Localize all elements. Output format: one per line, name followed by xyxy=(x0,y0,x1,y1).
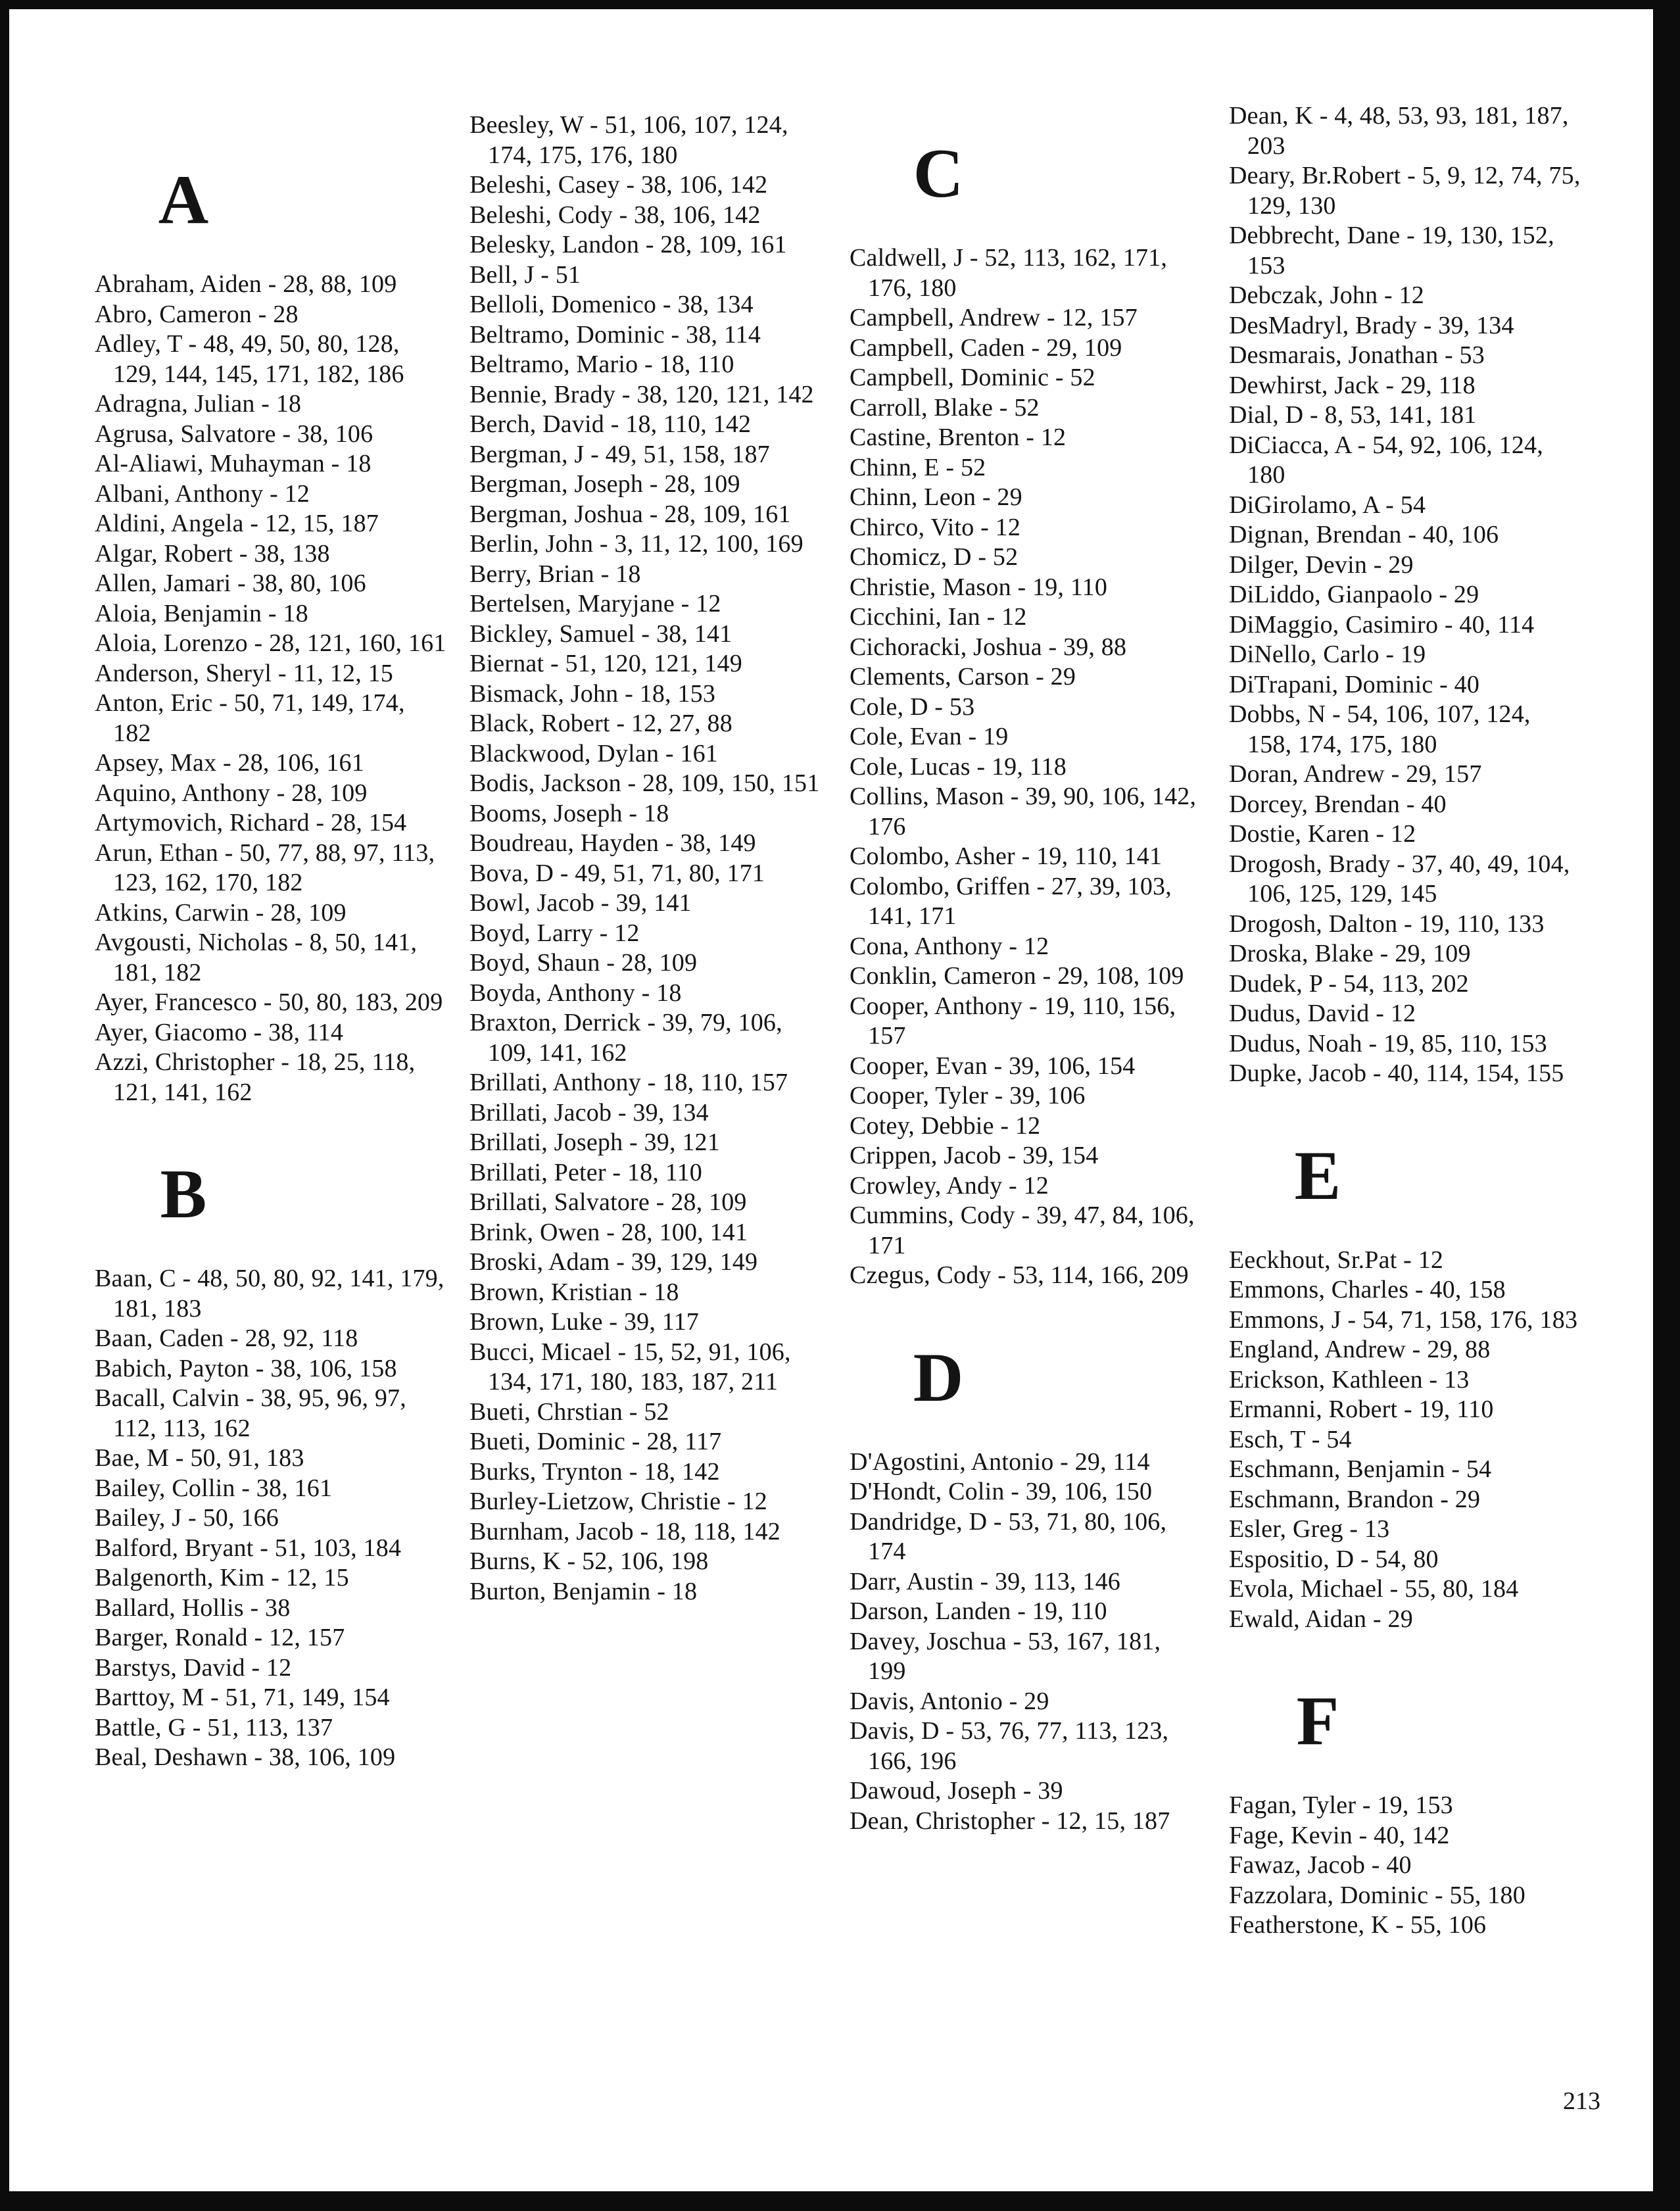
index-entry: Adley, T - 48, 49, 50, 80, 128, 129, 144, 145, 171, 182, 186 xyxy=(95,330,404,388)
index-entry: Chinn, E - 52 xyxy=(850,453,986,481)
index-entry: Bertelsen, Maryjane - 12 xyxy=(469,590,721,618)
section-letter-e: E xyxy=(1294,1136,1341,1214)
index-entry: Albani, Anthony - 12 xyxy=(95,479,310,508)
index-entry: Bell, J - 51 xyxy=(469,260,581,289)
index-entry: Burns, K - 52, 106, 198 xyxy=(469,1547,709,1575)
index-entry: Balgenorth, Kim - 12, 15 xyxy=(95,1564,349,1591)
index-entry: D'Agostini, Antonio - 29, 114 xyxy=(850,1447,1150,1476)
index-entry: Adragna, Julian - 18 xyxy=(95,390,302,418)
index-entry: Beleshi, Cody - 38, 106, 142 xyxy=(469,201,761,229)
index-entry: Dupke, Jacob - 40, 114, 154, 155 xyxy=(1229,1059,1564,1087)
entries-d xyxy=(850,1447,1201,1837)
index-entry: Dobbs, N - 54, 106, 107, 124, 158, 174, 175, 180 xyxy=(1229,700,1531,758)
index-entry: Debbrecht, Dane - 19, 130, 152, 153 xyxy=(1229,222,1554,279)
index-entry: Boyda, Anthony - 18 xyxy=(469,979,682,1007)
entries-c xyxy=(850,243,1201,1291)
index-entry: Belesky, Landon - 28, 109, 161 xyxy=(469,231,787,258)
index-entry: Braxton, Derrick - 39, 79, 106, 109, 141, 162 xyxy=(469,1009,782,1067)
index-entry: Atkins, Carwin - 28, 109 xyxy=(95,898,347,927)
index-entry: Bennie, Brady - 38, 120, 121, 142 xyxy=(469,380,814,408)
index-entry: Berlin, John - 3, 11, 12, 100, 169 xyxy=(469,530,804,558)
index-entry: Anton, Eric - 50, 71, 149, 174, 182 xyxy=(95,689,405,747)
index-entry: Clements, Carson - 29 xyxy=(850,663,1076,691)
index-entry: Davis, D - 53, 76, 77, 113, 123, 166, 196 xyxy=(850,1717,1169,1775)
index-entry: Algar, Robert - 38, 138 xyxy=(95,539,330,568)
index-entry: Babich, Payton - 38, 106, 158 xyxy=(95,1354,397,1382)
index-entry: Burton, Benjamin - 18 xyxy=(469,1577,698,1605)
page-number: 213 xyxy=(1563,2087,1600,2115)
index-entry: Bueti, Chrstian - 52 xyxy=(469,1397,669,1426)
index-entry: Aldini, Angela - 12, 15, 187 xyxy=(95,510,379,537)
index-entry: Brink, Owen - 28, 100, 141 xyxy=(469,1218,748,1246)
index-entry: Cichoracki, Joshua - 39, 88 xyxy=(850,633,1127,661)
index-entry: Eschmann, Brandon - 29 xyxy=(1229,1485,1481,1513)
index-entry: Dawoud, Joseph - 39 xyxy=(850,1777,1063,1805)
section-letter-f: F xyxy=(1296,1682,1339,1759)
index-entry: Dudus, David - 12 xyxy=(1229,1000,1416,1027)
index-entry: Debczak, John - 12 xyxy=(1229,281,1424,309)
index-entry: Droska, Blake - 29, 109 xyxy=(1229,940,1471,967)
index-entry: Barttoy, M - 51, 71, 149, 154 xyxy=(95,1684,390,1711)
index-entry: Cole, Evan - 19 xyxy=(850,723,1009,750)
index-entry: Berch, David - 18, 110, 142 xyxy=(469,410,752,438)
index-entry: Bergman, J - 49, 51, 158, 187 xyxy=(469,440,770,468)
index-entry: Burks, Trynton - 18, 142 xyxy=(469,1457,720,1486)
index-entry: DiGirolamo, A - 54 xyxy=(1229,491,1426,519)
index-entry: Bowl, Jacob - 39, 141 xyxy=(469,889,692,917)
index-entry: Cole, Lucas - 19, 118 xyxy=(850,752,1067,781)
section-letter-b: B xyxy=(160,1155,207,1232)
index-entry: Beleshi, Casey - 38, 106, 142 xyxy=(469,171,768,199)
index-entry: Beltramo, Mario - 18, 110 xyxy=(469,351,734,378)
index-entry: Crippen, Jacob - 39, 154 xyxy=(850,1142,1099,1169)
index-entry: Ermanni, Robert - 19, 110 xyxy=(1229,1396,1494,1423)
section-letter-a: A xyxy=(158,161,209,238)
index-entry: Dean, Christopher - 12, 15, 187 xyxy=(850,1807,1170,1835)
index-entry: Beesley, W - 51, 106, 107, 124, 174, 175, 176, 180 xyxy=(469,111,788,169)
index-entry: Aloia, Lorenzo - 28, 121, 160, 161 xyxy=(95,629,446,657)
index-entry: Drogosh, Brady - 37, 40, 49, 104, 106, 125, 129, 145 xyxy=(1229,850,1570,908)
index-entry: Ballard, Hollis - 38 xyxy=(95,1593,291,1622)
index-column-1 xyxy=(95,101,446,1773)
index-entry: Boudreau, Hayden - 38, 149 xyxy=(469,829,756,857)
index-entry: Baan, Caden - 28, 92, 118 xyxy=(95,1324,358,1352)
index-entry: Boyd, Shaun - 28, 109 xyxy=(469,949,698,977)
index-entry: Bergman, Joseph - 28, 109 xyxy=(469,470,740,498)
index-column-4 xyxy=(1229,101,1581,1941)
index-entry: Aquino, Anthony - 28, 109 xyxy=(95,779,368,807)
index-entry: DiNello, Carlo - 19 xyxy=(1229,641,1426,668)
index-entry: Al-Aliawi, Muhayman - 18 xyxy=(95,450,372,477)
index-entry: Cona, Anthony - 12 xyxy=(850,932,1049,960)
index-entry: Beal, Deshawn - 38, 106, 109 xyxy=(95,1743,396,1771)
index-entry: Black, Robert - 12, 27, 88 xyxy=(469,710,732,737)
entries-a xyxy=(95,270,446,1107)
index-entry: Doran, Andrew - 29, 157 xyxy=(1229,760,1482,788)
index-entry: Dignan, Brendan - 40, 106 xyxy=(1229,521,1499,548)
index-entry: Campbell, Caden - 29, 109 xyxy=(850,333,1122,362)
index-entry: Dudus, Noah - 19, 85, 110, 153 xyxy=(1229,1029,1547,1057)
index-entry: Bae, M - 50, 91, 183 xyxy=(95,1444,304,1472)
index-entry: Dorcey, Brendan - 40 xyxy=(1229,790,1447,818)
index-entry: Cotey, Debbie - 12 xyxy=(850,1111,1041,1140)
index-entry: Bergman, Joshua - 28, 109, 161 xyxy=(469,500,791,528)
index-entry: Chirco, Vito - 12 xyxy=(850,513,1021,541)
index-entry: Cicchini, Ian - 12 xyxy=(850,603,1027,631)
index-entry: Anderson, Sheryl - 11, 12, 15 xyxy=(95,659,394,687)
index-entry: Ayer, Francesco - 50, 80, 183, 209 xyxy=(95,988,443,1016)
index-entry: Beltramo, Dominic - 38, 114 xyxy=(469,320,761,349)
index-entry: Cummins, Cody - 39, 47, 84, 106, 171 xyxy=(850,1202,1195,1259)
section-letter-c: C xyxy=(913,135,964,212)
index-entry: Conklin, Cameron - 29, 108, 109 xyxy=(850,962,1184,990)
index-entry: Davey, Joschua - 53, 167, 181, 199 xyxy=(850,1627,1161,1685)
index-entry: Erickson, Kathleen - 13 xyxy=(1229,1365,1470,1394)
index-entry: Chinn, Leon - 29 xyxy=(850,483,1022,511)
index-entry: Campbell, Andrew - 12, 157 xyxy=(850,304,1138,331)
index-entry: Fawaz, Jacob - 40 xyxy=(1229,1851,1412,1879)
section-letter-d: D xyxy=(913,1338,964,1416)
index-entry: Dean, K - 4, 48, 53, 93, 181, 187, 203 xyxy=(1229,102,1569,160)
index-entry: Fage, Kevin - 40, 142 xyxy=(1229,1821,1450,1849)
index-page xyxy=(9,9,1653,2191)
index-entry: DiMaggio, Casimiro - 40, 114 xyxy=(1229,610,1535,639)
index-entry: Carroll, Blake - 52 xyxy=(850,393,1040,422)
index-column-2 xyxy=(469,110,821,1607)
index-entry: Dewhirst, Jack - 29, 118 xyxy=(1229,371,1476,399)
index-entry: DiTrapani, Dominic - 40 xyxy=(1229,670,1480,698)
index-entry: Bismack, John - 18, 153 xyxy=(469,679,716,708)
index-entry: DiCiacca, A - 54, 92, 106, 124, 180 xyxy=(1229,431,1543,489)
index-entry: Barger, Ronald - 12, 157 xyxy=(95,1624,345,1651)
index-entry: Aloia, Benjamin - 18 xyxy=(95,599,308,627)
index-entry: Bailey, Collin - 38, 161 xyxy=(95,1474,333,1502)
index-entry: Brillati, Anthony - 18, 110, 157 xyxy=(469,1069,788,1096)
index-entry: Dostie, Karen - 12 xyxy=(1229,820,1416,848)
index-entry: Apsey, Max - 28, 106, 161 xyxy=(95,749,364,777)
index-column-3 xyxy=(850,101,1201,1836)
index-entry: Berry, Brian - 18 xyxy=(469,560,641,588)
index-entry: Bucci, Micael - 15, 52, 91, 106, 134, 171, 180, 183, 187, 211 xyxy=(469,1338,791,1396)
index-entry: Eeckhout, Sr.Pat - 12 xyxy=(1229,1246,1444,1274)
index-entry: Boyd, Larry - 12 xyxy=(469,919,640,947)
index-entry: Colombo, Griffen - 27, 39, 103, 141, 171 xyxy=(850,872,1172,930)
index-entry: Esch, T - 54 xyxy=(1229,1425,1352,1453)
index-entry: Abraham, Aiden - 28, 88, 109 xyxy=(95,270,397,298)
index-entry: Belloli, Domenico - 38, 134 xyxy=(469,291,754,318)
index-entry: Emmons, J - 54, 71, 158, 176, 183 xyxy=(1229,1305,1578,1334)
index-entry: Bickley, Samuel - 38, 141 xyxy=(469,620,732,648)
index-entry: D'Hondt, Colin - 39, 106, 150 xyxy=(850,1478,1153,1505)
entries-e xyxy=(1229,1246,1581,1635)
index-entry: Burnham, Jacob - 18, 118, 142 xyxy=(469,1517,780,1545)
index-entry: Czegus, Cody - 53, 114, 166, 209 xyxy=(850,1261,1189,1289)
index-entry: Barstys, David - 12 xyxy=(95,1653,292,1682)
index-entry: Espositio, D - 54, 80 xyxy=(1229,1545,1439,1573)
index-entry: Dandridge, D - 53, 71, 80, 106, 174 xyxy=(850,1507,1167,1565)
index-entry: Allen, Jamari - 38, 80, 106 xyxy=(95,570,366,597)
index-entry: Azzi, Christopher - 18, 25, 118, 121, 141, 162 xyxy=(95,1048,416,1106)
entries-b-continued xyxy=(469,110,821,1607)
index-entry: Darr, Austin - 39, 113, 146 xyxy=(850,1567,1120,1595)
index-entry: Eschmann, Benjamin - 54 xyxy=(1229,1455,1492,1483)
index-entry: Arun, Ethan - 50, 77, 88, 97, 113, 123, 162, 170, 182 xyxy=(95,838,435,896)
index-entry: Fagan, Tyler - 19, 153 xyxy=(1229,1791,1453,1819)
index-entry: Deary, Br.Robert - 5, 9, 12, 74, 75, 129, 130 xyxy=(1229,162,1581,220)
index-entry: Davis, Antonio - 29 xyxy=(850,1687,1049,1715)
index-entry: Brillati, Peter - 18, 110 xyxy=(469,1158,702,1186)
index-entry: Desmarais, Jonathan - 53 xyxy=(1229,341,1485,369)
index-entry: Bova, D - 49, 51, 71, 80, 171 xyxy=(469,859,765,887)
index-entry: Brown, Kristian - 18 xyxy=(469,1278,679,1306)
index-entry: Fazzolara, Dominic - 55, 180 xyxy=(1229,1881,1525,1909)
index-entry: Ewald, Aidan - 29 xyxy=(1229,1605,1413,1633)
index-entry: Brillati, Jacob - 39, 134 xyxy=(469,1098,709,1127)
index-entry: Bodis, Jackson - 28, 109, 150, 151 xyxy=(469,769,820,797)
index-entry: Featherstone, K - 55, 106 xyxy=(1229,1911,1487,1939)
index-entry: Bailey, J - 50, 166 xyxy=(95,1504,279,1532)
index-entry: Bueti, Dominic - 28, 117 xyxy=(469,1428,722,1455)
index-entry: Ayer, Giacomo - 38, 114 xyxy=(95,1018,344,1046)
index-entry: Collins, Mason - 39, 90, 106, 142, 176 xyxy=(850,783,1197,840)
index-entry: Agrusa, Salvatore - 38, 106 xyxy=(95,420,373,448)
index-entry: Cole, D - 53 xyxy=(850,692,975,721)
index-entry: Brillati, Salvatore - 28, 109 xyxy=(469,1188,747,1216)
index-entry: Crowley, Andy - 12 xyxy=(850,1171,1049,1200)
index-entry: Brillati, Joseph - 39, 121 xyxy=(469,1129,720,1156)
index-entry: Drogosh, Dalton - 19, 110, 133 xyxy=(1229,910,1545,938)
index-entry: Baan, C - 48, 50, 80, 92, 141, 179, 181, 183 xyxy=(95,1265,444,1323)
index-entry: Darson, Landen - 19, 110 xyxy=(850,1597,1107,1625)
index-entry: Cooper, Evan - 39, 106, 154 xyxy=(850,1052,1136,1080)
index-entry: Evola, Michael - 55, 80, 184 xyxy=(1229,1575,1519,1603)
index-entry: Dilger, Devin - 29 xyxy=(1229,550,1414,579)
index-entry: Broski, Adam - 39, 129, 149 xyxy=(469,1248,758,1276)
index-entry: DesMadryl, Brady - 39, 134 xyxy=(1229,311,1514,339)
index-entry: Caldwell, J - 52, 113, 162, 171, 176, 180 xyxy=(850,244,1168,302)
index-entry: Blackwood, Dylan - 161 xyxy=(469,739,718,767)
index-entry: Esler, Greg - 13 xyxy=(1229,1515,1390,1543)
index-entry: Burley-Lietzow, Christie - 12 xyxy=(469,1488,767,1515)
index-entry: Christie, Mason - 19, 110 xyxy=(850,573,1108,601)
index-entry: Battle, G - 51, 113, 137 xyxy=(95,1713,333,1741)
index-entry: Emmons, Charles - 40, 158 xyxy=(1229,1276,1506,1303)
entries-b xyxy=(95,1264,446,1773)
index-entry: Biernat - 51, 120, 121, 149 xyxy=(469,650,742,677)
index-entry: Dial, D - 8, 53, 141, 181 xyxy=(1229,401,1477,429)
index-entry: Artymovich, Richard - 28, 154 xyxy=(95,809,407,837)
index-entry: Booms, Joseph - 18 xyxy=(469,799,669,827)
index-entry: Avgousti, Nicholas - 8, 50, 141, 181, 182 xyxy=(95,929,418,986)
index-entry: Campbell, Dominic - 52 xyxy=(850,364,1095,391)
index-entry: DiLiddo, Gianpaolo - 29 xyxy=(1229,581,1479,608)
index-entry: Cooper, Anthony - 19, 110, 156, 157 xyxy=(850,992,1176,1050)
index-entry: Chomicz, D - 52 xyxy=(850,543,1019,571)
index-entry: Dudek, P - 54, 113, 202 xyxy=(1229,969,1469,998)
entries-f xyxy=(1229,1791,1581,1941)
index-entry: Abro, Cameron - 28 xyxy=(95,300,299,328)
index-entry: Brown, Luke - 39, 117 xyxy=(469,1308,699,1336)
index-entry: Cooper, Tyler - 39, 106 xyxy=(850,1082,1086,1109)
index-entry: Bacall, Calvin - 38, 95, 96, 97, 112, 113, 162 xyxy=(95,1384,406,1442)
index-entry: Balford, Bryant - 51, 103, 184 xyxy=(95,1534,402,1562)
index-entry: Castine, Brenton - 12 xyxy=(850,424,1067,451)
entries-d-continued xyxy=(1229,101,1581,1089)
index-entry: England, Andrew - 29, 88 xyxy=(1229,1336,1491,1363)
index-entry: Colombo, Asher - 19, 110, 141 xyxy=(850,842,1163,870)
